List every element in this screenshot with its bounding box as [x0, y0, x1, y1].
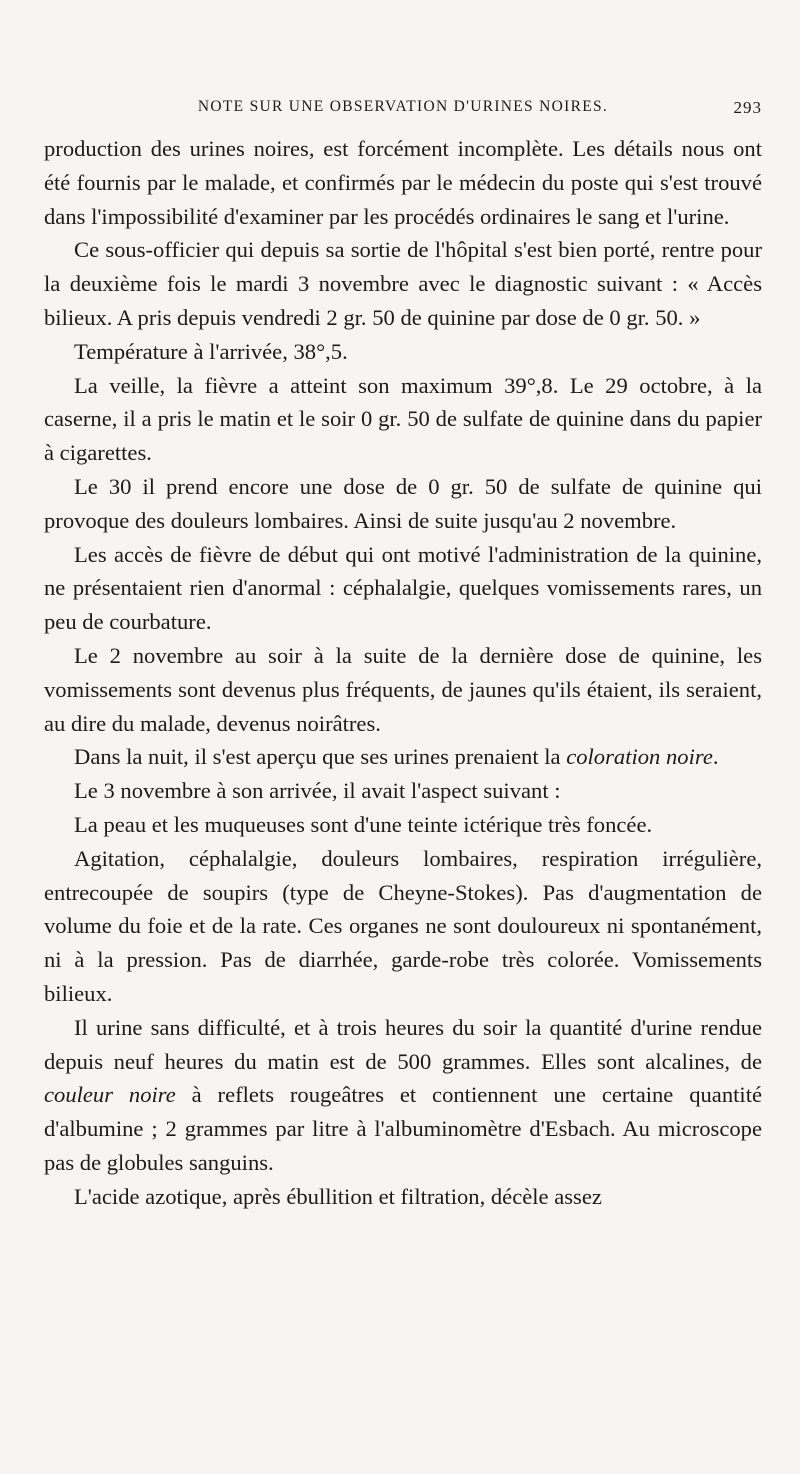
body-text: [44, 132, 762, 1214]
paragraph-8: [44, 740, 762, 774]
paragraph-4: La veille, la fièvre a atteint son maximum 39°,8. Le 29 octobre, à la caserne, il a pris le matin et le soir 0 gr. 50 de sulfate de quinine dans du papier à cigarettes.: [44, 372, 762, 466]
paragraph-12-end: à reflets rougeâtres et contiennent une certaine quantité d'albumine ; 2 grammes par litre à l'albuminomètre d'Esbach. Au microscope pas de globules sanguins.: [44, 1082, 762, 1175]
paragraph-12: [44, 1011, 762, 1180]
paragraph-11: Agitation, céphalalgie, douleurs lombaires, respiration irrégulière, entrecoupée de soupirs (type de Cheyne-Stokes). Pas d'augmentation de volume du foie et de la rate. Ces organes ne sont douloureux ni spontanément, ni à la pression. Pas de diarrhée, garde-robe très colorée. Vomissements bilieux.: [44, 845, 762, 1006]
paragraph-2: Ce sous-officier qui depuis sa sortie de l'hôpital s'est bien porté, rentre pour la deuxième fois le mardi 3 novembre avec le diagnostic suivant : « Accès bilieux. A pris depuis vendredi 2 gr. 50 de quinine par dose de 0 gr. 50. »: [44, 237, 762, 330]
running-head: [44, 96, 762, 122]
paragraph-12-italic: couleur noire: [44, 1082, 176, 1108]
running-title: NOTE SUR UNE OBSERVATION D'URINES NOIRES.: [197, 98, 609, 115]
paragraph-6: Les accès de fièvre de début qui ont motivé l'administration de la quinine, ne présentaient rien d'anormal : céphalalgie, quelques vomissements rares, un peu de courbature.: [44, 541, 762, 635]
paragraph-3: Température à l'arrivée, 38°,5.: [74, 338, 348, 364]
paragraph-12-text: Il urine sans difficulté, et à trois heures du soir la quantité d'urine rendue depuis neuf heures du matin est de 500 grammes. Elles sont alcalines, de: [44, 1014, 762, 1074]
paragraph-13: L'acide azotique, après ébullition et filtration, décèle assez: [74, 1183, 602, 1209]
paragraph-5: Le 30 il prend encore une dose de 0 gr. 50 de sulfate de quinine qui provoque des douleurs lombaires. Ainsi de suite jusqu'au 2 novembre.: [44, 473, 762, 533]
paragraph-10: La peau et les muqueuses sont d'une teinte ictérique très foncée.: [74, 811, 653, 837]
paragraph-8-text: Dans la nuit, il s'est aperçu que ses urines prenaient la: [74, 744, 567, 770]
paragraph-1: production des urines noires, est forcément incomplète. Les détails nous ont été fournis par le malade, et confirmés par le médecin du poste qui s'est trouvé dans l'impossibilité d'examiner par les procédés ordinaires le sang et l'urine.: [44, 136, 762, 229]
paragraph-7: Le 2 novembre au soir à la suite de la dernière dose de quinine, les vomissements sont devenus plus fréquents, de jaunes qu'ils étaient, ils seraient, au dire du malade, devenus noirâtres.: [44, 642, 762, 736]
paragraph-8-end: .: [712, 744, 719, 770]
paragraph-9: Le 3 novembre à son arrivée, il avait l'aspect suivant :: [74, 778, 561, 804]
paragraph-8-italic: coloration noire: [566, 744, 713, 770]
page-number: 293: [733, 98, 762, 117]
